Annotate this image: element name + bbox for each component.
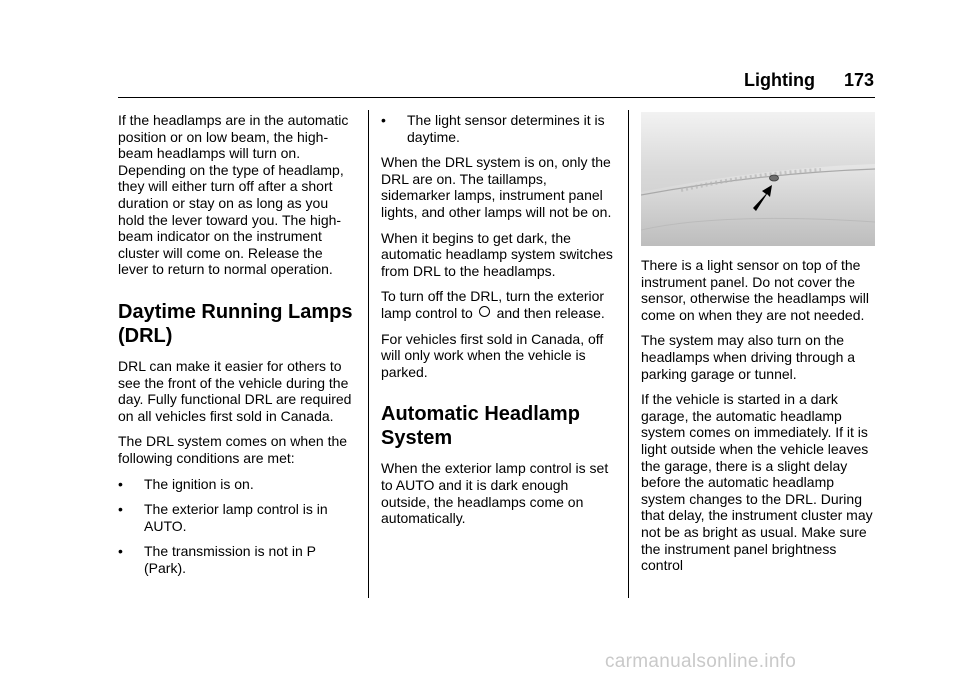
header-rule bbox=[118, 97, 875, 98]
bullet-glyph: • bbox=[118, 543, 123, 560]
page-number: 173 bbox=[843, 70, 874, 90]
paragraph: When it begins to get dark, the automatic headlamp system switches from DRL to the headlamps. bbox=[381, 229, 613, 279]
heading-automatic-headlamp: Automatic Headlamp System bbox=[381, 403, 580, 450]
watermark: carmanualsonline.info bbox=[605, 651, 797, 672]
list-item bbox=[118, 501, 356, 534]
paragraph: There is a light sensor on top of the instrument panel. Do not cover the sensor, otherwise the headlamps will come on when they are not needed. bbox=[641, 257, 870, 323]
section-title: Lighting bbox=[744, 70, 815, 90]
column-1 bbox=[118, 112, 356, 585]
light-sensor-photo bbox=[641, 112, 875, 246]
paragraph: If the headlamps are in the automatic position or on low beam, the high-beam headlamps will turn on. Depending on the type of headlamp, they will either turn off after a short duration or stay on as long as you hold the lever toward you. The high-beam indicator on the instrument cluster will come on. Release the lever to return to normal operation. bbox=[118, 112, 349, 278]
list-item-text: The light sensor determines it is daytime. bbox=[407, 112, 605, 145]
list-item-text: The ignition is on. bbox=[144, 475, 254, 492]
column-2 bbox=[381, 112, 615, 536]
bullet-glyph: • bbox=[118, 501, 123, 518]
page-header bbox=[744, 70, 874, 91]
paragraph: If the vehicle is started in a dark garage, the automatic headlamp system comes on immediately. If it is light outside when the vehicle leaves the garage, there is a slight delay before the automatic headlamp system changes to the DRL. During that delay, the instrument cluster may not be as bright as usual. Make sure the instrument panel brightness control bbox=[641, 391, 873, 574]
column-divider bbox=[628, 110, 629, 598]
column-divider bbox=[368, 110, 369, 598]
paragraph: The system may also turn on the headlamps when driving through a parking garage or tunnel. bbox=[641, 332, 856, 382]
bullet-glyph: • bbox=[381, 112, 386, 128]
column-3 bbox=[641, 112, 877, 583]
list-item-text: The exterior lamp control is in AUTO. bbox=[144, 501, 328, 534]
list-item bbox=[381, 112, 615, 145]
paragraph: For vehicles first sold in Canada, off will only work when the vehicle is parked. bbox=[381, 330, 604, 380]
list-item bbox=[118, 476, 356, 493]
heading-drl: Daytime Running Lamps (DRL) bbox=[118, 300, 353, 347]
paragraph: To turn off the DRL, turn the exterior lamp control to and then release. bbox=[381, 288, 605, 321]
bullet-glyph: • bbox=[118, 475, 123, 492]
paragraph: The DRL system comes on when the following conditions are met: bbox=[118, 433, 348, 466]
list-item bbox=[118, 543, 356, 576]
paragraph: DRL can make it easier for others to see the front of the vehicle during the day. Fully functional DRL are required on all vehicles first sold in Canada. bbox=[118, 357, 352, 424]
paragraph: When the DRL system is on, only the DRL are on. The taillamps, sidemarker lamps, instrument panel lights, and other lamps will not be on. bbox=[381, 154, 612, 220]
list-item-text: The transmission is not in P (Park). bbox=[144, 543, 316, 576]
lamp-off-icon bbox=[479, 306, 490, 317]
paragraph: When the exterior lamp control is set to AUTO and it is dark enough outside, the headlamps come on automatically. bbox=[381, 460, 609, 527]
